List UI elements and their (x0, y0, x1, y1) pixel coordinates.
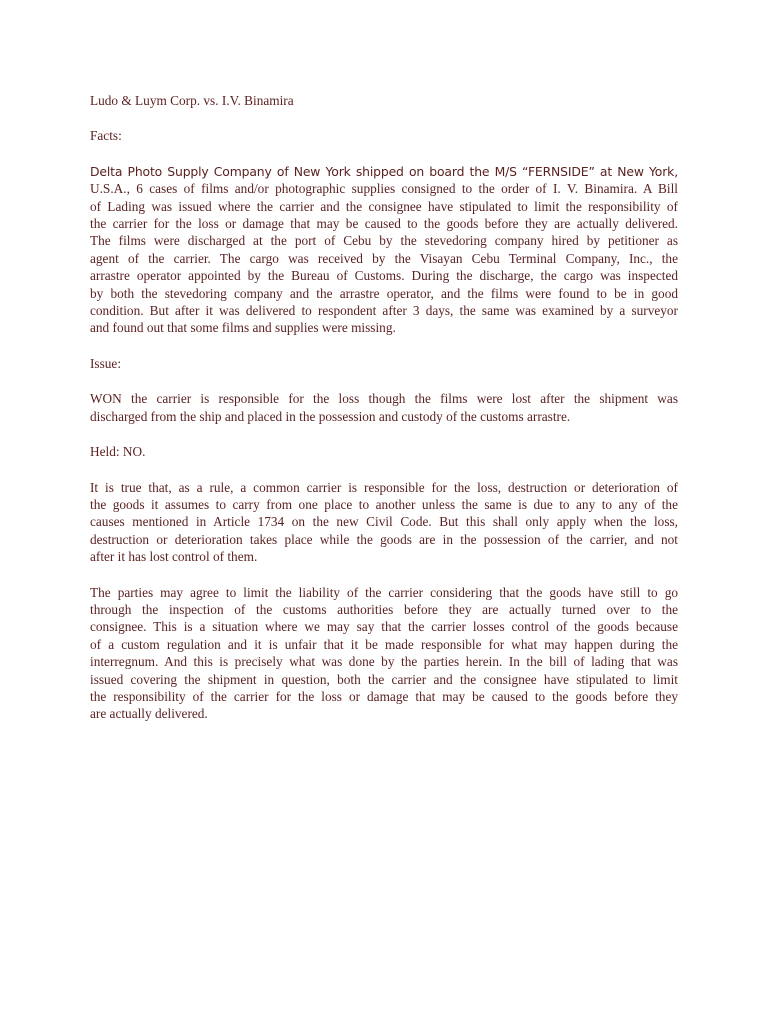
held-paragraph-2 (90, 584, 678, 723)
issue-line: discharged from the ship and placed in the possession and custody of the customs arrastre. (90, 408, 571, 424)
held-line: interregnum. And this is precisely what was done by the parties herein. In the bill of lading that was (90, 654, 678, 670)
held-line: of a custom regulation and it is unfair that it be made responsible for what may happen during the (90, 636, 678, 652)
facts-line: and found out that some films and supplies were missing. (90, 320, 396, 336)
held-line: consignee. This is a situation where we may say that the carrier losses control of the goods because (90, 619, 678, 635)
document-page (90, 92, 678, 741)
facts-line: Delta Photo Supply Company of New York shipped on board the M/S “FERNSIDE” at New York, (90, 163, 678, 179)
facts-line: the carrier for the loss or damage that may be caused to the goods before they are actually delivered. (90, 216, 678, 232)
facts-line: of Lading was issued where the carrier and the consignee have stipulated to limit the responsibility of (90, 198, 678, 214)
held-line: issued covering the shipment in question, both the carrier and the consignee have stipulated to limit (90, 671, 678, 687)
facts-line: by both the stevedoring company and the arrastre operator, and the films were found to be in good (90, 285, 678, 301)
held-line: after it has lost control of them. (90, 549, 258, 565)
facts-line: arrastre operator appointed by the Bureau of Customs. During the discharge, the cargo was inspected (90, 268, 678, 284)
case-title: Ludo & Luym Corp. vs. I.V. Binamira (90, 93, 294, 108)
held-line: causes mentioned in Article 1734 on the new Civil Code. But this shall only apply when the loss, (90, 514, 678, 530)
held-line: The parties may agree to limit the liability of the carrier considering that the goods have still to go (90, 584, 678, 600)
held-heading: Held: NO. (90, 444, 146, 460)
held-paragraph-1 (90, 479, 678, 566)
facts-line: U.S.A., 6 cases of films and/or photographic supplies consigned to the order of I. V. Binamira. A Bill (90, 181, 678, 197)
held-line: the goods it assumes to carry from one place to another unless the same is due to any to any of the (90, 496, 678, 512)
facts-heading: Facts: (90, 128, 122, 144)
facts-line: The films were discharged at the port of Cebu by the stevedoring company hired by petitioner as (90, 233, 678, 249)
issue-heading: Issue: (90, 355, 122, 371)
facts-paragraph (90, 163, 678, 337)
held-line: It is true that, as a rule, a common carrier is responsible for the loss, destruction or deterioration of (90, 479, 678, 495)
issue-line: WON the carrier is responsible for the loss though the films were lost after the shipment was (90, 391, 678, 407)
facts-line: agent of the carrier. The cargo was received by the Visayan Cebu Terminal Company, Inc., the (90, 250, 678, 266)
held-line: destruction or deterioration takes place while the goods are in the possession of the carrier, and not (90, 531, 678, 547)
held-line: are actually delivered. (90, 706, 208, 722)
issue-paragraph (90, 390, 678, 425)
held-line: through the inspection of the customs authorities before they are actually turned over to the (90, 601, 678, 617)
facts-line: condition. But after it was delivered to respondent after 3 days, the same was examined by a surveyor (90, 303, 678, 319)
held-line: the responsibility of the carrier for the loss or damage that may be caused to the goods before they (90, 688, 678, 704)
